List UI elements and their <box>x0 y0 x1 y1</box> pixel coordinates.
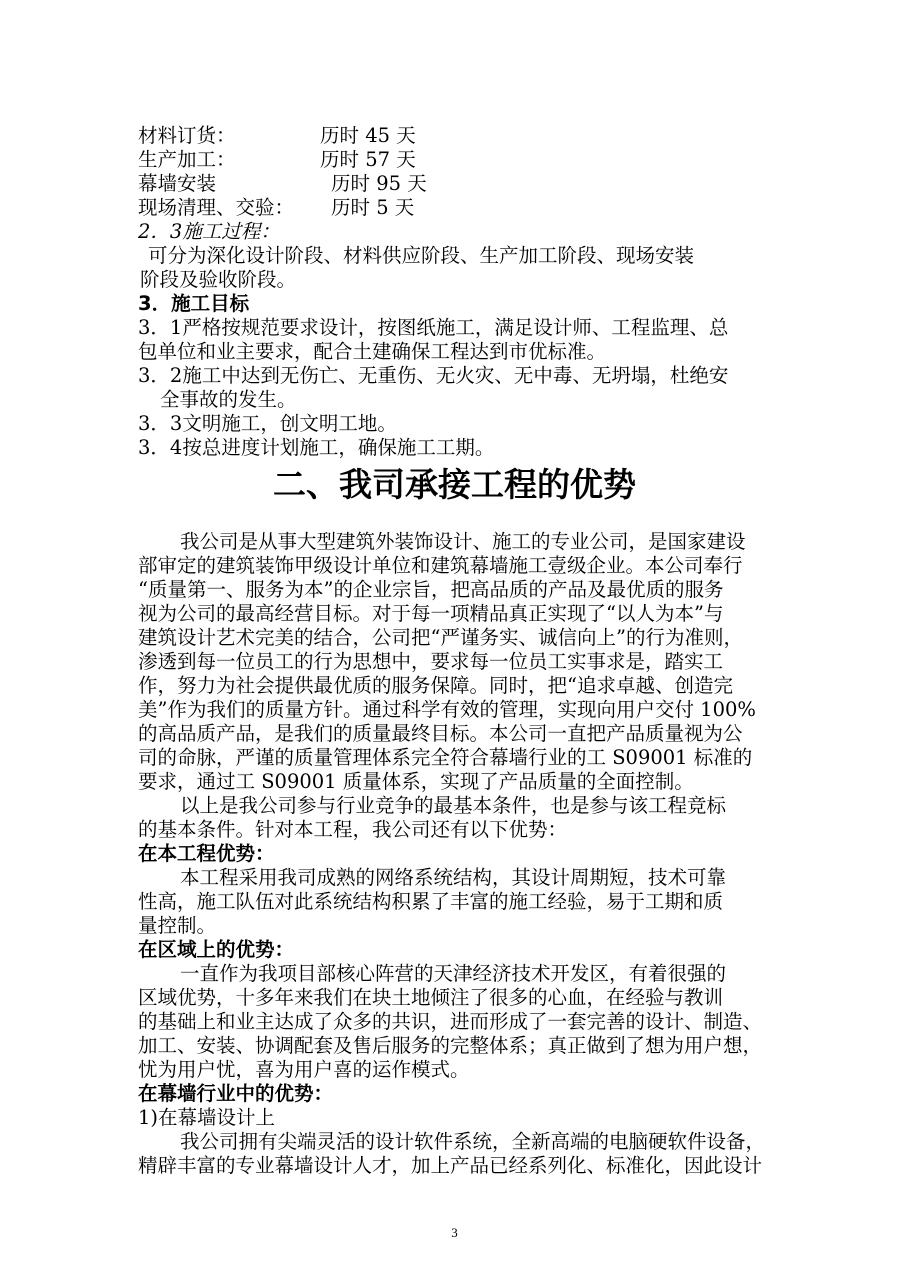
section-title: 二、我司承接工程的优势 <box>273 465 636 504</box>
paragraph-line: 量控制。 <box>138 914 217 937</box>
paragraph-line: 可分为深化设计阶段、材料供应阶段、生产加工阶段、现场安装 <box>148 244 695 267</box>
schedule-item: 幕墙安装 <box>138 172 217 195</box>
schedule-duration: 历时 5 天 <box>331 196 415 219</box>
paragraph-line: 我公司是从事大型建筑外装饰设计、施工的专业公司，是国家建设 <box>180 530 746 553</box>
schedule-item: 生产加工： <box>138 148 236 171</box>
paragraph-line: 阶段及验收阶段。 <box>140 268 297 291</box>
paragraph-line: 要求，通过工 S09001 质量体系，实现了产品质量的全面控制。 <box>138 770 694 793</box>
schedule-row <box>138 124 416 148</box>
paragraph-line: “质量第一、服务为本”的企业宗旨，把高品质的产品及最优质的服务 <box>138 578 724 601</box>
schedule-duration: 历时 45 天 <box>320 124 416 147</box>
schedule-row <box>138 148 416 172</box>
paragraph-line: 部审定的建筑装饰甲级设计单位和建筑幕墙施工壹级企业。本公司奉行 <box>138 554 743 577</box>
section-heading: 3．施工目标 <box>138 292 250 315</box>
section-heading: 2．3施工过程： <box>138 220 280 243</box>
paragraph-line: 视为公司的最高经营目标。对于每一项精品真正实现了“以人为本”与 <box>138 602 724 625</box>
schedule-row <box>138 196 415 220</box>
schedule-row <box>138 172 427 196</box>
schedule-duration: 历时 57 天 <box>320 148 416 171</box>
paragraph-line: 性高，施工队伍对此系统结构积累了丰富的施工经验，易于工期和质 <box>138 890 724 913</box>
paragraph-line: 3．3文明施工，创文明工地。 <box>138 412 397 435</box>
paragraph-line: 3．4按总进度计划施工，确保施工工期。 <box>138 436 495 459</box>
paragraph-line: 的基础上和业主达成了众多的共识，进而形成了一套完善的设计、制造、 <box>138 1010 763 1033</box>
section-heading: 在区域上的优势： <box>138 938 295 961</box>
schedule-duration: 历时 95 天 <box>331 172 427 195</box>
paragraph-line: 渗透到每一位员工的行为思想中，要求每一位员工实事求是，踏实工 <box>138 650 724 673</box>
paragraph-line: 的高品质产品，是我们的质量最终目标。本公司一直把产品质量视为公 <box>138 722 743 745</box>
paragraph-line: 以上是我公司参与行业竞争的最基本条件，也是参与该工程竞标 <box>180 794 727 817</box>
paragraph-line: 美”作为我们的质量方针。通过科学有效的管理，实现向用户交付 100% <box>138 698 756 721</box>
paragraph-line: 我公司拥有尖端灵活的设计软件系统，全新高端的电脑硬软件设备， <box>180 1130 766 1153</box>
paragraph-line: 精辟丰富的专业幕墙设计人才，加上产品已经系列化、标准化，因此设计 <box>138 1154 763 1177</box>
paragraph-line: 司的命脉，严谨的质量管理体系完全符合幕墙行业的工 S09001 标准的 <box>138 746 753 769</box>
paragraph-line: 全事故的发生。 <box>160 388 297 411</box>
paragraph-line: 区域优势，十多年来我们在块土地倾注了很多的心血，在经验与教训 <box>138 986 724 1009</box>
paragraph-line: 本工程采用我司成熟的网络系统结构，其设计周期短，技术可靠 <box>180 866 727 889</box>
schedule-item: 现场清理、交验： <box>138 196 295 219</box>
schedule-item: 材料订货： <box>138 124 236 147</box>
section-heading: 在幕墙行业中的优势： <box>138 1082 334 1105</box>
paragraph-line: 一直作为我项目部核心阵营的天津经济技术开发区，有着很强的 <box>180 962 727 985</box>
paragraph-line: 建筑设计艺术完美的结合，公司把“严谨务实、诚信向上”的行为准则， <box>138 626 743 649</box>
paragraph-line: 3．1严格按规范要求设计，按图纸施工，满足设计师、工程监理、总 <box>138 316 729 339</box>
paragraph-line: 的基本条件。针对本工程，我公司还有以下优势： <box>138 818 568 841</box>
paragraph-line: 包单位和业主要求，配合土建确保工程达到市优标准。 <box>138 340 607 363</box>
paragraph-line: 忧为用户忧，喜为用户喜的运作模式。 <box>138 1058 470 1081</box>
paragraph-line: 3．2施工中达到无伤亡、无重伤、无火灾、无中毒、无坍塌，杜绝安 <box>138 364 729 387</box>
paragraph-line: 作，努力为社会提供最优质的服务保障。同时，把“追求卓越、创造完 <box>138 674 733 697</box>
page-number: 3 <box>451 1225 458 1240</box>
sub-heading: 1)在幕墙设计上 <box>138 1106 276 1129</box>
paragraph-line: 加工、安装、协调配套及售后服务的完整体系；真正做到了想为用户想， <box>138 1034 763 1057</box>
section-heading: 在本工程优势： <box>138 842 275 865</box>
